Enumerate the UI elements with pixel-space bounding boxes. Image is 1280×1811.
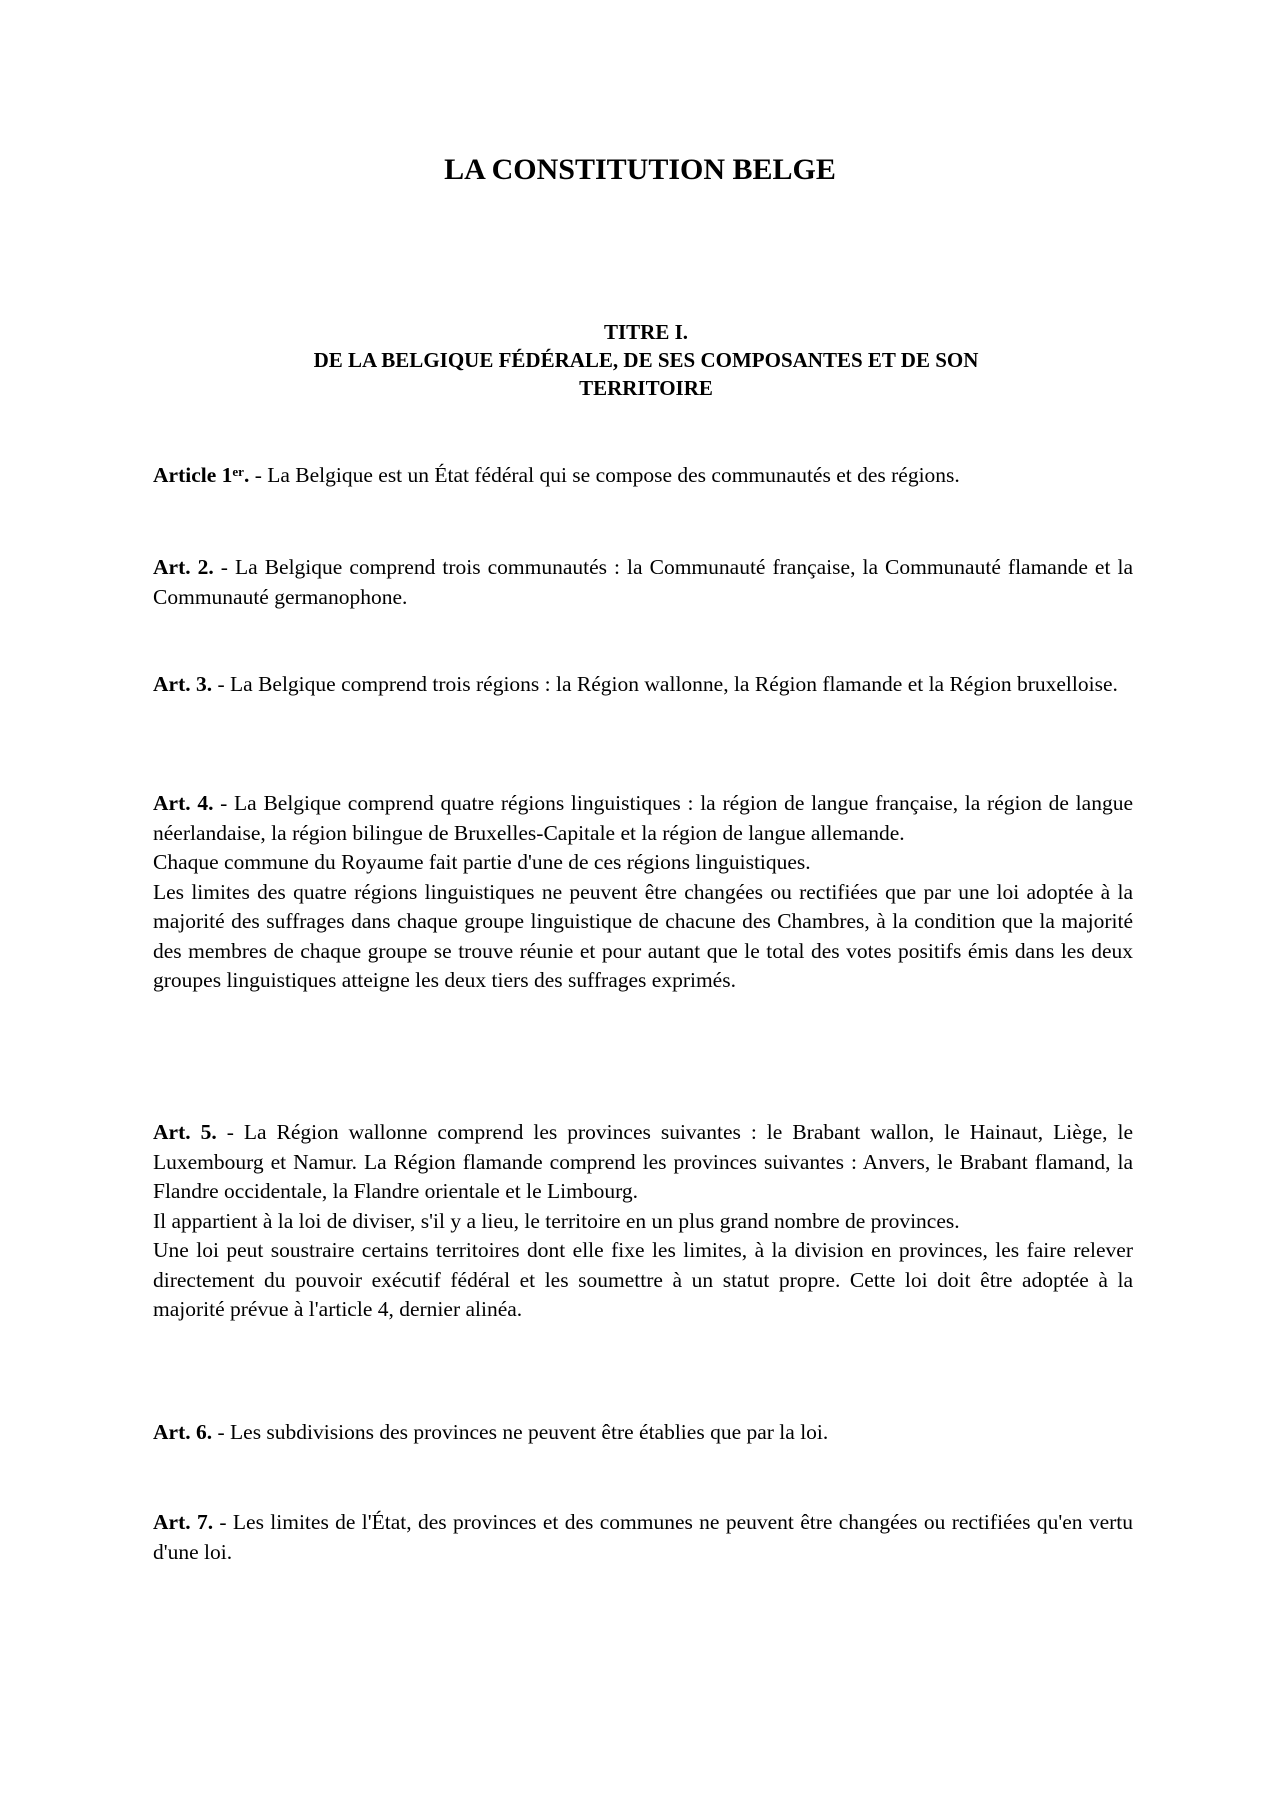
article-4-paragraph-1 [153, 789, 1133, 848]
article-1-paragraph [153, 461, 1133, 491]
article-6-text: - Les subdivisions des provinces ne peuvent être établies que par la loi. [212, 1420, 829, 1444]
article-3-paragraph [153, 670, 1133, 700]
article-6-label: Art. 6. [153, 1420, 213, 1444]
article-4-paragraph-2: Chaque commune du Royaume fait partie d'une de ces régions linguistiques. [153, 850, 811, 874]
article-2-label: Art. 2. [153, 555, 214, 579]
titre-heading [180, 318, 1112, 402]
titre-number: TITRE I. [603, 320, 689, 344]
article-5-text: - La Région wallonne comprend les provinces suivantes : le Brabant wallon, le Hainaut, Liège, le Luxembourg et Namur. La Région flamande comprend les provinces suivantes : Anvers, le Brabant flamand, la Flandre occidentale, la Flandre orientale et le Limbourg. [153, 1120, 1133, 1203]
document-title: LA CONSTITUTION BELGE [444, 153, 836, 186]
titre-heading-line2: TERRITOIRE [579, 376, 713, 400]
article-5-label: Art. 5. [153, 1120, 217, 1144]
article-5 [153, 1118, 1133, 1325]
article-6-paragraph [153, 1418, 1133, 1448]
article-4-label: Art. 4. [153, 791, 214, 815]
article-7 [153, 1508, 1133, 1567]
article-6 [153, 1418, 1133, 1448]
article-7-paragraph [153, 1508, 1133, 1567]
article-1 [153, 461, 1133, 491]
article-2-paragraph [153, 553, 1133, 612]
article-3-label: Art. 3. [153, 672, 213, 696]
article-4-text: - La Belgique comprend quatre régions linguistiques : la région de langue française, la région de langue néerlandaise, la région bilingue de Bruxelles-Capitale et la région de langue allemande. [153, 791, 1133, 845]
titre-heading-line1: DE LA BELGIQUE FÉDÉRALE, DE SES COMPOSANTES ET DE SON [313, 348, 979, 372]
article-1-label-sup: er [232, 464, 244, 479]
article-7-text: - Les limites de l'État, des provinces et des communes ne peuvent être changées ou rectifiées qu'en vertu d'une loi. [153, 1510, 1134, 1564]
article-2 [153, 553, 1133, 612]
article-5-paragraph-1 [153, 1118, 1133, 1207]
article-3 [153, 670, 1133, 700]
article-5-paragraph-3: Une loi peut soustraire certains territoires dont elle fixe les limites, à la division en provinces, les faire relever directement du pouvoir exécutif fédéral et les soumettre à un statut propre. Cette loi doit être adoptée à la majorité prévue à l'article 4, dernier alinéa. [153, 1238, 1133, 1321]
article-1-label: Article 1er. [153, 463, 250, 487]
article-4 [153, 789, 1133, 996]
article-2-text: - La Belgique comprend trois communautés : la Communauté française, la Communauté flamande et la Communauté germanophone. [153, 555, 1133, 609]
article-1-text: - La Belgique est un État fédéral qui se compose des communautés et des régions. [249, 463, 960, 487]
article-3-text: - La Belgique comprend trois régions : la Région wallonne, la Région flamande et la Région bruxelloise. [212, 672, 1118, 696]
article-7-label: Art. 7. [153, 1510, 214, 1534]
article-4-paragraph-3: Les limites des quatre régions linguistiques ne peuvent être changées ou rectifiées que par une loi adoptée à la majorité des suffrages dans chaque groupe linguistique de chacune des Chambres, à la condition que la majorité des membres de chaque groupe se trouve réunie et pour autant que le total des votes positifs émis dans les deux groupes linguistiques atteigne les deux tiers des suffrages exprimés. [153, 879, 1133, 992]
article-5-paragraph-2: Il appartient à la loi de diviser, s'il y a lieu, le territoire en un plus grand nombre de provinces. [153, 1208, 960, 1233]
